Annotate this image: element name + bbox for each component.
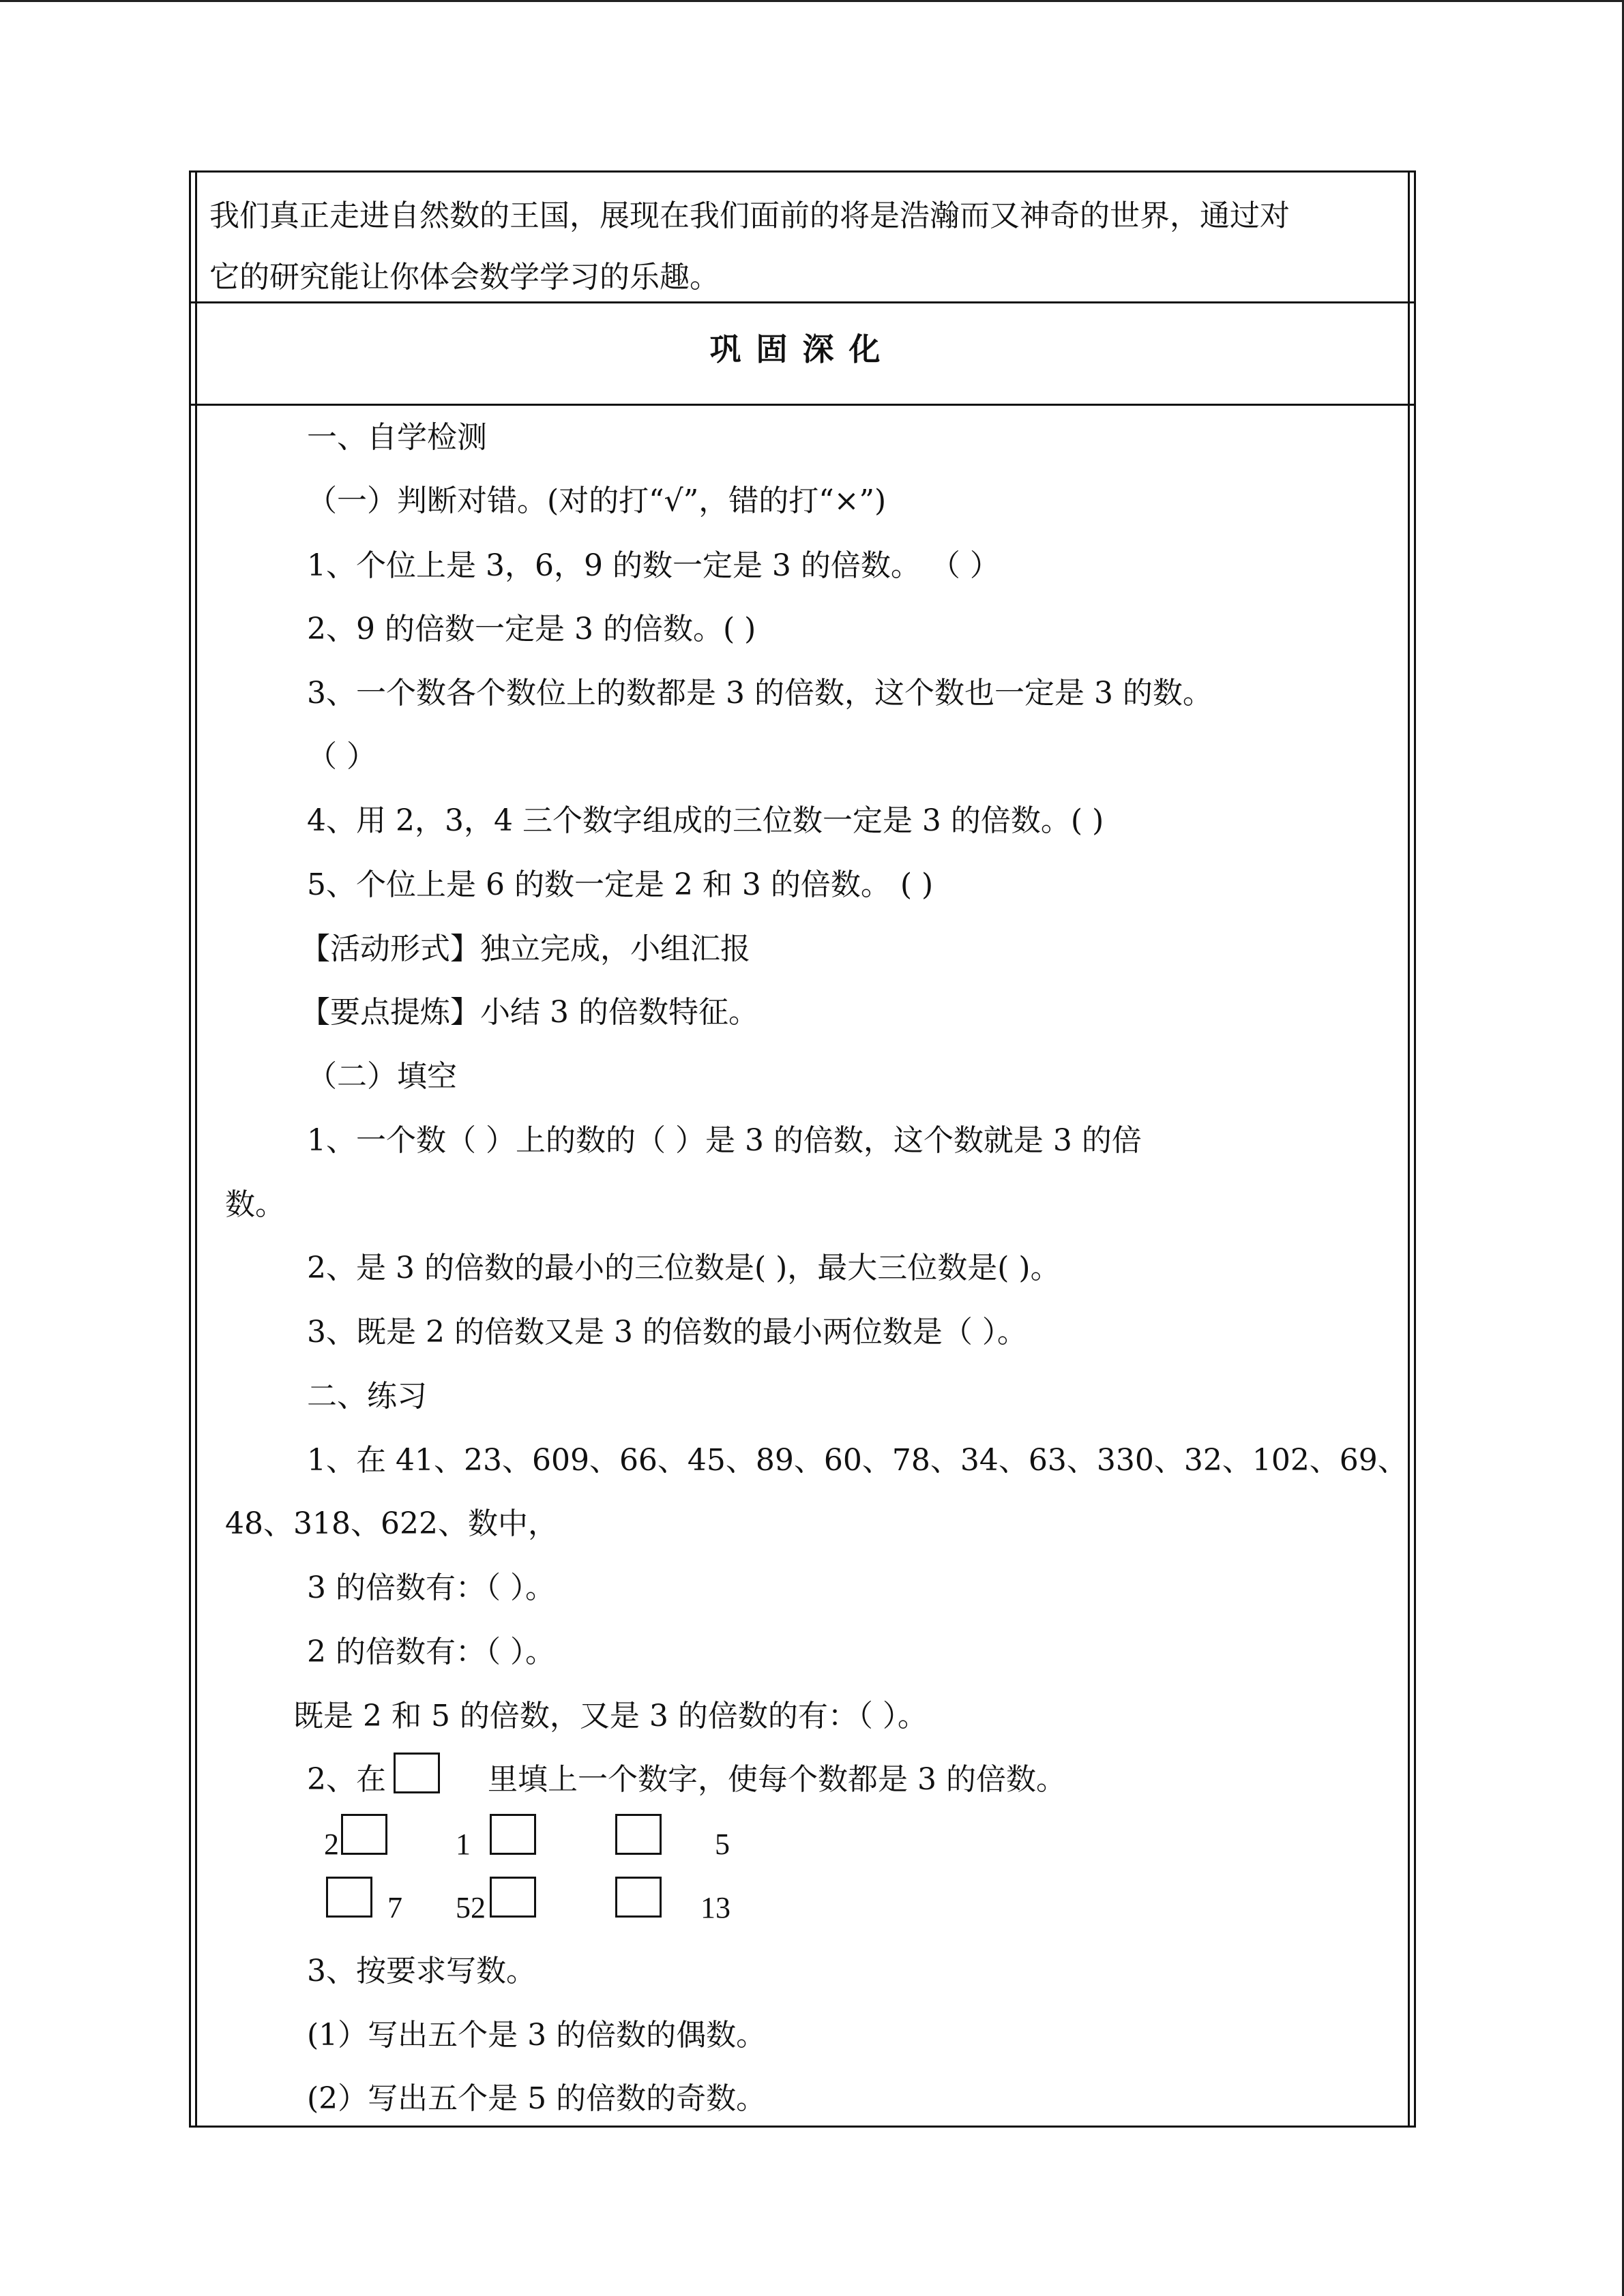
- practice-q1-multiples-2-5-3: 既是 2 和 5 的倍数，又是 3 的倍数的有：（ ）。: [293, 1699, 928, 1733]
- blank-box[interactable]: [326, 1877, 372, 1918]
- right-border-outer: [1414, 170, 1416, 2128]
- practice-q3-1: (1）写出五个是 3 的倍数的偶数。: [307, 2018, 767, 2053]
- practice-q1-line-2: 48、318、622、数中，: [225, 1506, 558, 1541]
- fill-item-3: 3、既是 2 的倍数又是 3 的倍数的最小两位数是（ ）。: [307, 1315, 1027, 1350]
- blank-box[interactable]: [341, 1814, 387, 1855]
- top-rule: [189, 170, 1416, 173]
- practice-heading: 二、练习: [307, 1379, 427, 1414]
- blank-box[interactable]: [615, 1814, 662, 1855]
- q2-row1-digit-c: 5: [715, 1828, 730, 1861]
- left-border-outer: [189, 170, 191, 2128]
- section-title: 巩固深化: [709, 331, 896, 368]
- blank-box[interactable]: [615, 1877, 662, 1918]
- blank-box[interactable]: [490, 1877, 536, 1918]
- q2-row2-digit-c: 13: [700, 1891, 730, 1924]
- judge-item-5: 5、个位上是 6 的数一定是 2 和 3 的倍数。 ( ): [307, 867, 934, 902]
- q2-row1-digit-b: 1: [456, 1828, 471, 1861]
- q2-row1-digit-a: 2: [324, 1828, 339, 1861]
- practice-q2-prefix: 2、在: [307, 1762, 386, 1797]
- bottom-rule: [189, 2126, 1416, 2128]
- judge-item-3-answer: （ ）: [307, 739, 377, 774]
- page-top-edge: [0, 0, 1624, 2]
- intro-line-1: 我们真正走进自然数的王国，展现在我们面前的将是浩瀚而又神奇的世界，通过对: [209, 198, 1290, 233]
- judge-item-1: 1、个位上是 3，6，9 的数一定是 3 的倍数。 （ ）: [307, 548, 1000, 583]
- practice-q1-line-1: 1、在 41、23、609、66、45、89、60、78、34、63、330、32、102、69、: [307, 1443, 1408, 1478]
- intro-line-2: 它的研究能让你体会数学学习的乐趣。: [209, 260, 720, 295]
- judge-item-3: 3、一个数各个数位上的数都是 3 的倍数，这个数也一定是 3 的数。: [307, 676, 1213, 711]
- practice-q2-instruction: 里填上一个数字，使每个数都是 3 的倍数。: [488, 1762, 1066, 1797]
- fill-item-1: 1、一个数（ ）上的数的（ ）是 3 的倍数，这个数就是 3 的倍: [307, 1123, 1142, 1158]
- practice-q1-multiples-3: 3 的倍数有：（ ）。: [307, 1570, 555, 1605]
- blank-box[interactable]: [490, 1814, 536, 1855]
- blank-box-example[interactable]: [394, 1753, 440, 1793]
- fill-item-1-cont: 数。: [225, 1187, 285, 1222]
- activity-form: 【活动形式】独立完成，小组汇报: [300, 931, 750, 966]
- title-divider: [189, 404, 1416, 406]
- judge-item-2: 2、9 的倍数一定是 3 的倍数。( ): [307, 612, 756, 646]
- fill-title: （二）填空: [307, 1059, 457, 1094]
- left-border-inner: [195, 170, 197, 2128]
- key-points: 【要点提炼】小结 3 的倍数特征。: [300, 995, 758, 1030]
- fill-item-2: 2、是 3 的倍数的最小的三位数是( )，最大三位数是( )。: [307, 1251, 1061, 1285]
- judge-item-4: 4、用 2，3，4 三个数字组成的三位数一定是 3 的倍数。( ): [307, 803, 1104, 838]
- right-border-inner: [1408, 170, 1410, 2128]
- practice-q3-2: (2）写出五个是 5 的倍数的奇数。: [307, 2081, 767, 2116]
- practice-q3: 3、按要求写数。: [307, 1954, 536, 1988]
- practice-q1-multiples-2: 2 的倍数有：（ ）。: [307, 1635, 555, 1669]
- judge-title: （一）判断对错。(对的打“√”，错的打“×”): [307, 483, 887, 518]
- q2-row2-digit-a: 7: [387, 1891, 402, 1924]
- q2-row2-digit-b: 52: [456, 1891, 486, 1924]
- self-check-heading: 一、自学检测: [307, 420, 487, 455]
